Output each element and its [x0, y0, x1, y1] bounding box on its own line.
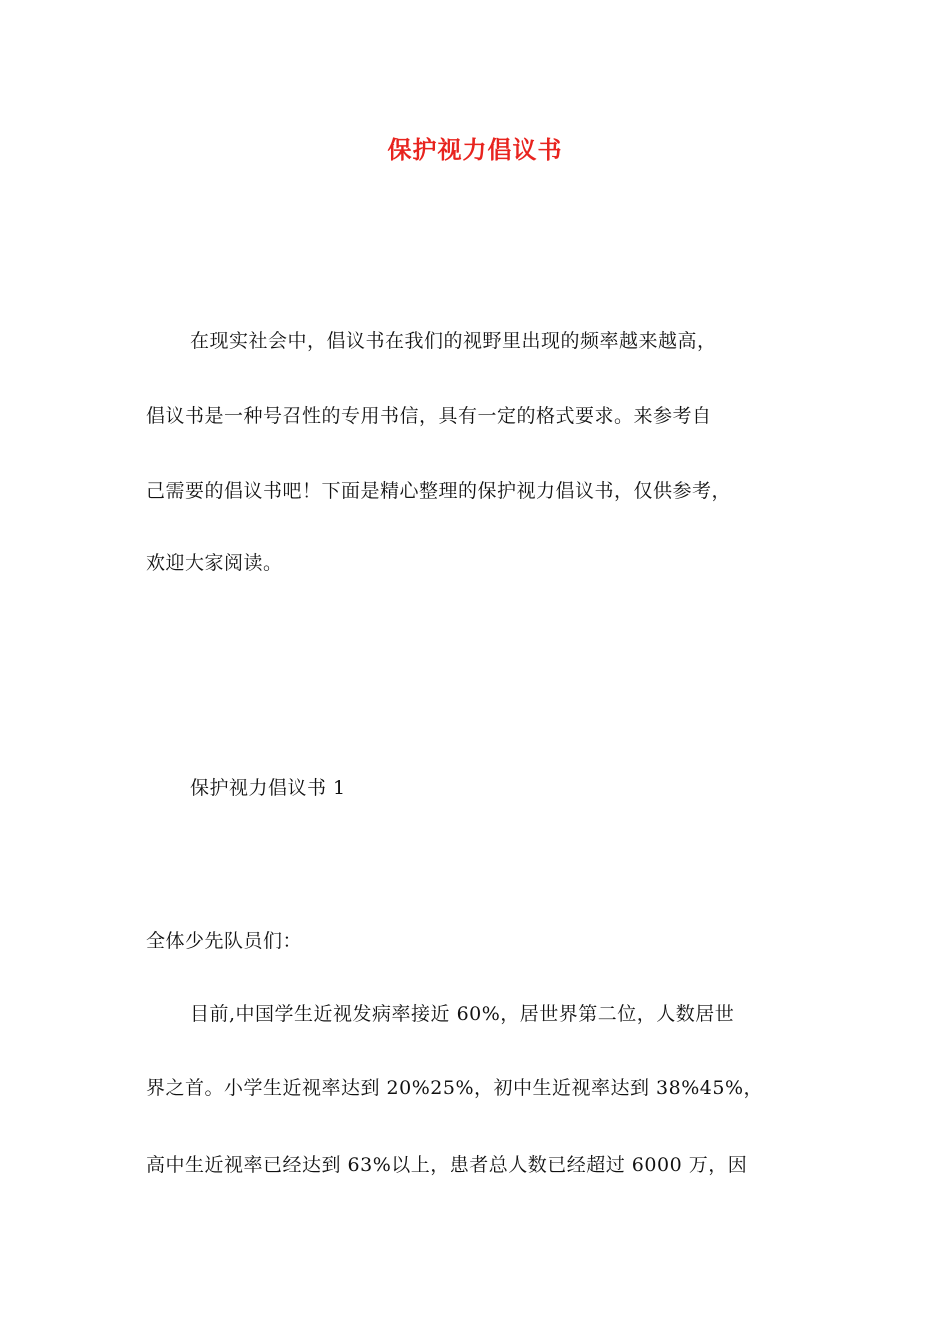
- intro-line-1: 在现实社会中，倡议书在我们的视野里出现的频率越来越高，: [190, 330, 717, 352]
- intro-line-2: 倡议书是一种号召性的专用书信，具有一定的格式要求。来参考自: [146, 405, 712, 427]
- body-line-3: 高中生近视率已经达到 63%以上，患者总人数已经超过 6000 万，因: [146, 1154, 748, 1176]
- salutation: 全体少先队员们：: [146, 930, 303, 952]
- body-line-2: 界之首。小学生近视率达到 20%25%，初中生近视率达到 38%45%，: [146, 1077, 764, 1099]
- body-line-1: 目前,中国学生近视发病率接近 60%，居世界第二位，人数居世: [190, 1003, 735, 1025]
- document-title: 保护视力倡议书: [387, 136, 563, 164]
- intro-line-3: 己需要的倡议书吧！下面是精心整理的保护视力倡议书，仅供参考，: [146, 480, 732, 502]
- section-heading: 保护视力倡议书 1: [190, 777, 346, 799]
- intro-line-4: 欢迎大家阅读。: [146, 552, 283, 574]
